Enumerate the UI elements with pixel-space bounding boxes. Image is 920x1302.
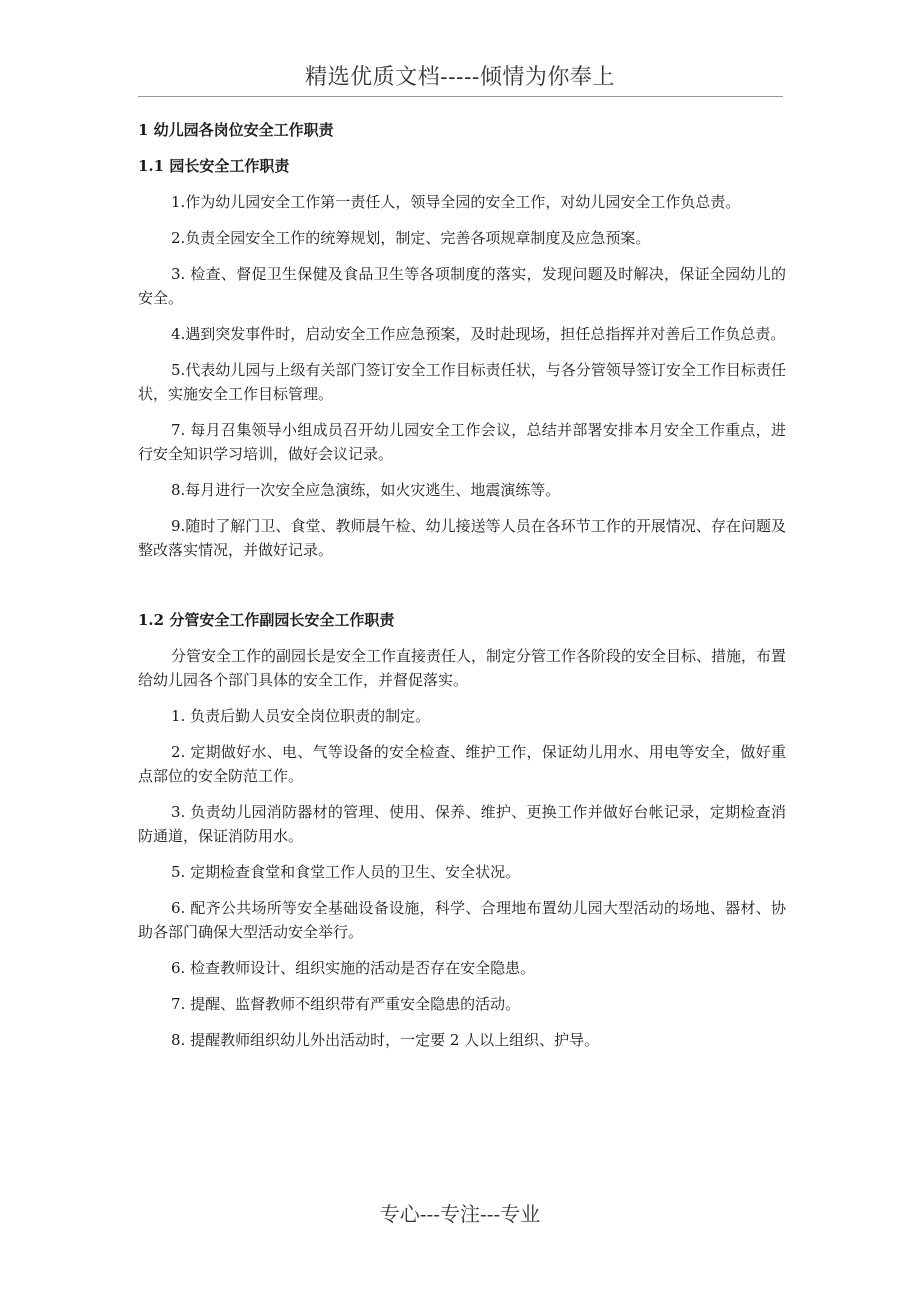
paragraph: 3. 检查、督促卫生保健及食品卫生等各项制度的落实，发现问题及时解决，保证全园幼儿的安全。 xyxy=(138,265,786,307)
paragraph: 2.负责全园安全工作的统筹规划，制定、完善各项规章制度及应急预案。 xyxy=(171,229,651,247)
paragraph: 5. 定期检查食堂和食堂工作人员的卫生、安全状况。 xyxy=(171,863,521,881)
paragraph: 8. 提醒教师组织幼儿外出活动时，一定要 2 人以上组织、护导。 xyxy=(171,1031,600,1049)
page-header: 精选优质文档-----倾情为你奉上 xyxy=(305,65,615,90)
paragraph: 7. 提醒、监督教师不组织带有严重安全隐患的活动。 xyxy=(171,995,521,1013)
paragraph: 1. 负责后勤人员安全岗位职责的制定。 xyxy=(171,707,431,725)
section-heading-1-2: 1.2 分管安全工作副园长安全工作职责 xyxy=(138,611,395,629)
paragraph: 9.随时了解门卫、食堂、教师晨午检、幼儿接送等人员在各环节工作的开展情况、存在问题及整改落实情况，并做好记录。 xyxy=(138,517,786,559)
paragraph: 分管安全工作的副园长是安全工作直接责任人，制定分管工作各阶段的安全目标、措施，布置给幼儿园各个部门具体的安全工作，并督促落实。 xyxy=(138,647,787,689)
document-body xyxy=(138,118,786,1064)
paragraph: 4.遇到突发事件时，启动安全工作应急预案，及时赴现场，担任总指挥并对善后工作负总责。 xyxy=(171,325,786,343)
chapter-heading: 1 幼儿园各岗位安全工作职责 xyxy=(138,121,334,139)
header-divider xyxy=(138,96,783,97)
paragraph: 5.代表幼儿园与上级有关部门签订安全工作目标责任状，与各分管领导签订安全工作目标责任状，实施安全工作目标管理。 xyxy=(138,361,786,403)
paragraph: 6. 配齐公共场所等安全基础设备设施，科学、合理地布置幼儿园大型活动的场地、器材、协助各部门确保大型活动安全举行。 xyxy=(138,899,786,941)
paragraph: 1.作为幼儿园安全工作第一责任人，领导全园的安全工作，对幼儿园安全工作负总责。 xyxy=(171,193,741,211)
page-footer: 专心---专注---专业 xyxy=(379,1202,541,1226)
paragraph: 7. 每月召集领导小组成员召开幼儿园安全工作会议，总结并部署安排本月安全工作重点，进行安全知识学习培训，做好会议记录。 xyxy=(138,421,786,463)
paragraph: 3. 负责幼儿园消防器材的管理、使用、保养、维护、更换工作并做好台帐记录，定期检查消防通道，保证消防用水。 xyxy=(138,803,786,845)
paragraph: 2. 定期做好水、电、气等设备的安全检查、维护工作，保证幼儿用水、用电等安全，做好重点部位的安全防范工作。 xyxy=(138,743,786,785)
paragraph: 8.每月进行一次安全应急演练，如火灾逃生、地震演练等。 xyxy=(171,481,561,499)
section-heading-1-1: 1.1 园长安全工作职责 xyxy=(138,157,290,175)
paragraph: 6. 检查教师设计、组织实施的活动是否存在安全隐患。 xyxy=(171,959,536,977)
